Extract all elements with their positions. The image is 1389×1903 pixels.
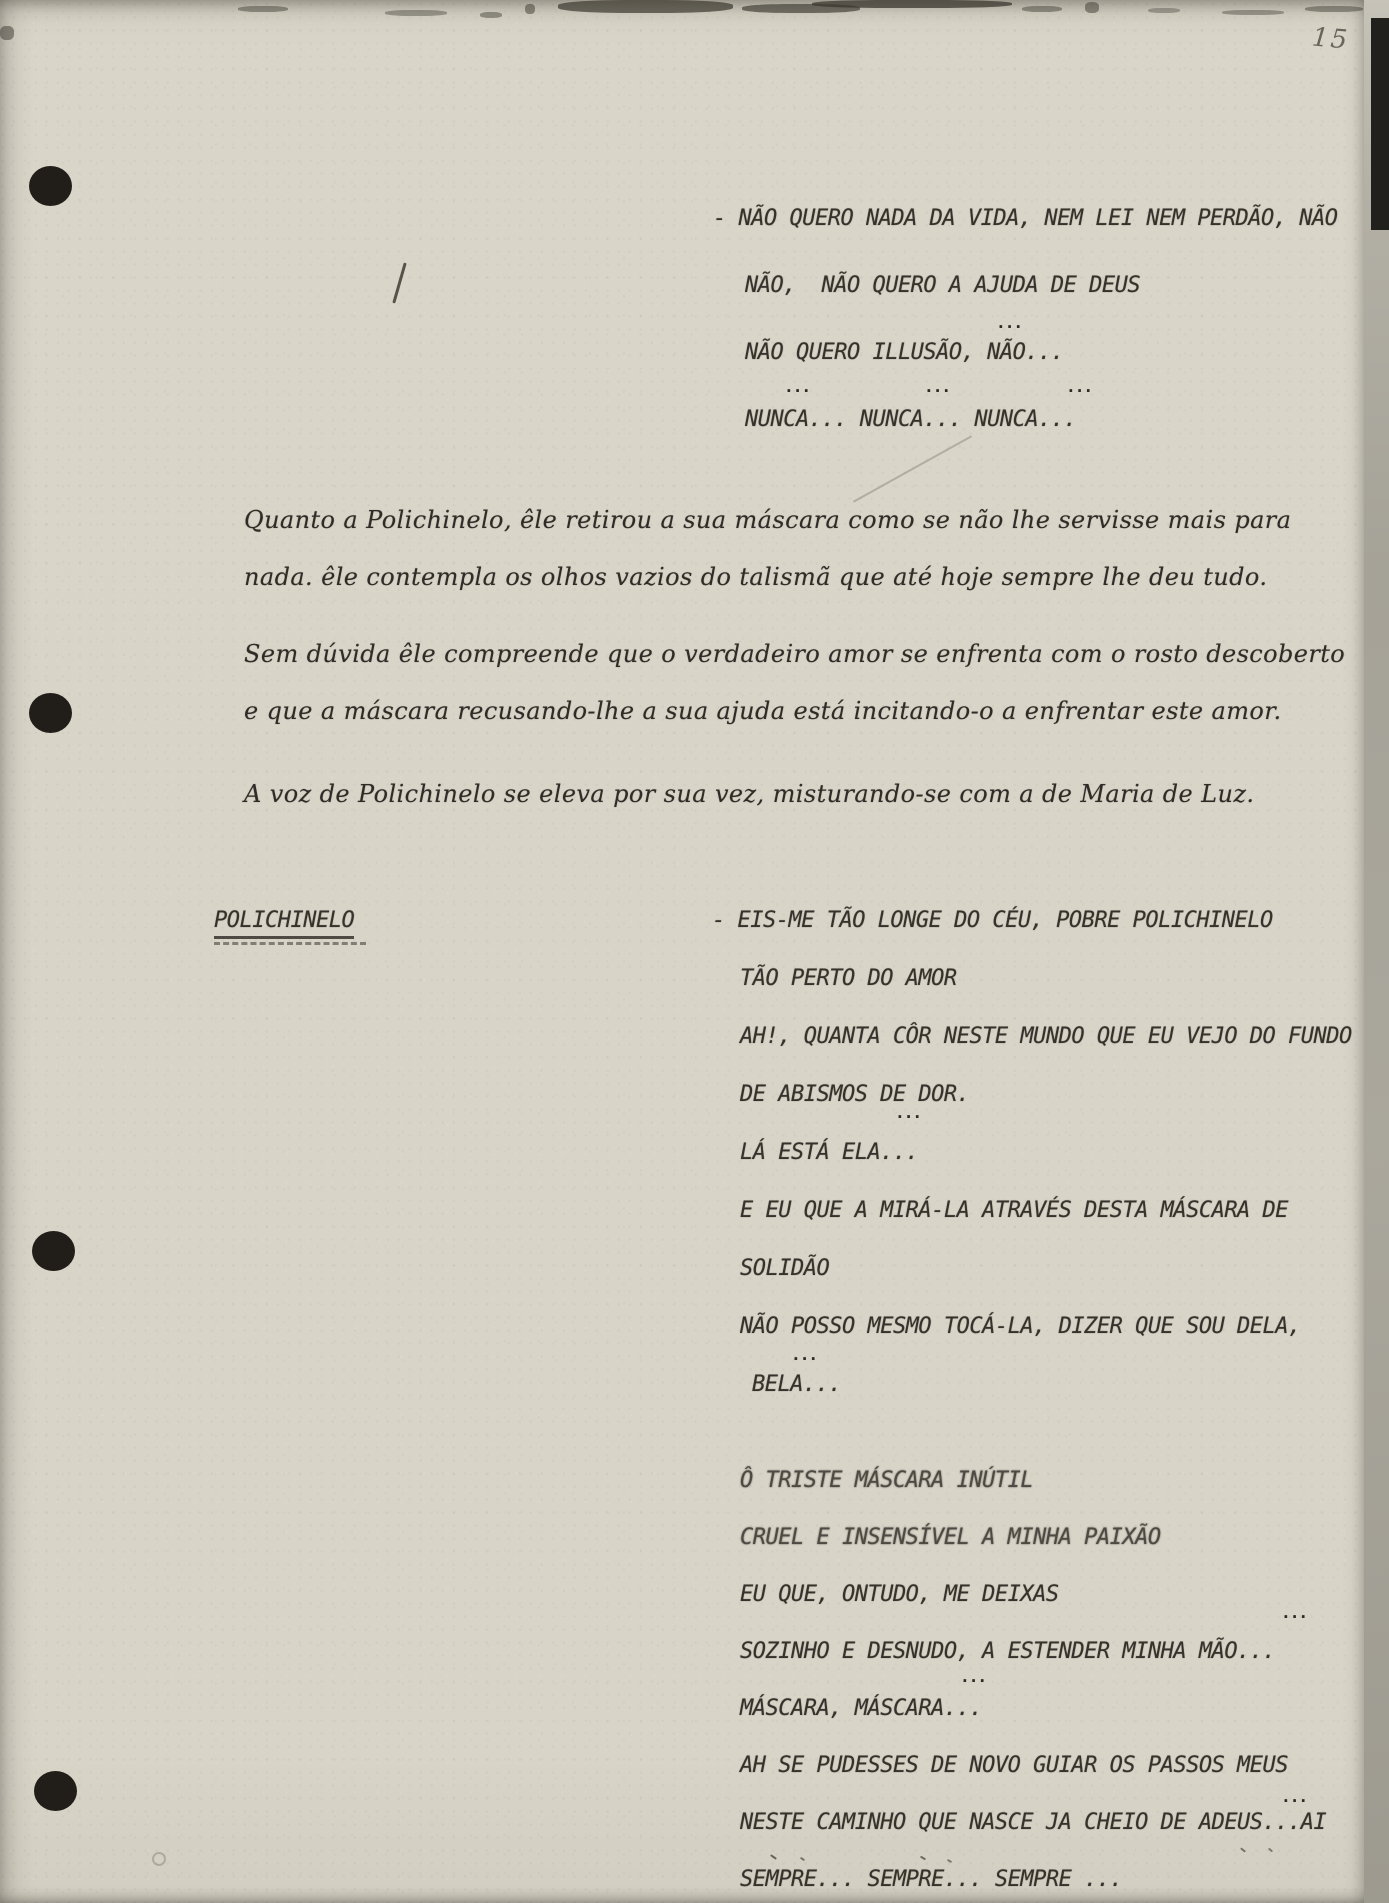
typed-ellipsis-mark: ··· (998, 318, 1025, 336)
verse-line: LÁ ESTÁ ELA... (740, 1140, 919, 1165)
stage-direction-paragraph-1 (244, 506, 1291, 620)
top-streaks-mark (0, 26, 14, 40)
typed-ellipsis-mark: ··· (962, 1672, 989, 1690)
verse-line: NESTE CAMINHO QUE NASCE JA CHEIO DE ADEUS...AI (740, 1810, 1327, 1835)
verse-line: NÃO POSSO MESMO TOCÁ-LA, DIZER QUE SOU DELA, (740, 1314, 1301, 1339)
top-streaks-mark (558, 0, 733, 13)
pen-marks-mark (392, 262, 406, 303)
speaker-name: POLICHINELO (214, 908, 354, 939)
typed-ellipsis-mark: ··· (1068, 382, 1095, 400)
scanner-background (1362, 0, 1389, 1903)
verse-line: EU QUE, ONTUDO, ME DEIXAS (740, 1582, 1059, 1607)
top-streaks-mark (480, 12, 502, 18)
stage-direction-paragraph-3 (244, 780, 1254, 837)
top-streaks-mark (812, 0, 1012, 8)
top-streaks-mark (1148, 8, 1180, 13)
punch-hole (34, 1771, 77, 1811)
script-line: Sem dúvida êle compreende que o verdadeiro amor se enfrenta com o rosto descoberto (244, 640, 1346, 668)
top-streaks-mark (1305, 6, 1363, 12)
punch-hole (29, 693, 72, 733)
verse-line: Ô TRISTE MÁSCARA INÚTIL (740, 1468, 1034, 1493)
verse-line: DE ABISMOS DE DOR. (740, 1082, 970, 1107)
verse-line: TÃO PERTO DO AMOR (740, 966, 957, 991)
verse-line: NUNCA... NUNCA... NUNCA... (745, 407, 1077, 432)
verse-line: NÃO QUERO ILLUSÃO, NÃO... (745, 340, 1064, 365)
typed-ellipsis-mark: ··· (926, 382, 953, 400)
scan-edge-black-mark (1371, 18, 1389, 230)
stage-direction-paragraph-2 (244, 640, 1345, 754)
verse-line: - EIS-ME TÃO LONGE DO CÉU, POBRE POLICHINELO (712, 908, 1273, 933)
ring-mark (152, 1852, 166, 1866)
verse-line: MÁSCARA, MÁSCARA... (740, 1696, 983, 1721)
top-streaks-mark (385, 10, 447, 16)
verse-line: AH SE PUDESSES DE NOVO GUIAR OS PASSOS MEUS (740, 1753, 1289, 1778)
verse-line: CRUEL E INSENSÍVEL A MINHA PAIXÃO (740, 1525, 1161, 1550)
verse-line: SOZINHO E DESNUDO, A ESTENDER MINHA MÃO... (740, 1639, 1276, 1664)
speaker-heading (214, 908, 366, 945)
script-line: A voz de Polichinelo se eleva por sua vez, misturando-se com a de Maria de Luz. (244, 780, 1255, 808)
verse-line: SEMPRE... SEMPRE... SEMPRE ... (740, 1867, 1123, 1892)
verse-line: SOLIDÃO (740, 1256, 830, 1281)
top-streaks-mark (1085, 2, 1099, 13)
typed-ellipsis-mark: ··· (793, 1350, 820, 1368)
verse-line: AH!, QUANTA CÔR NESTE MUNDO QUE EU VEJO DO FUNDO (740, 1024, 1352, 1049)
verse-line: NÃO, NÃO QUERO A AJUDA DE DEUS (745, 273, 1141, 298)
punch-hole (29, 166, 72, 206)
verse-line: BELA... (752, 1372, 842, 1397)
top-streaks-mark (1222, 10, 1284, 15)
script-line: Quanto a Polichinelo, êle retirou a sua máscara como se não lhe servisse mais para (244, 506, 1292, 534)
top-streaks-mark (1022, 6, 1062, 12)
punch-hole (32, 1231, 75, 1271)
verse-line: E EU QUE A MIRÁ-LA ATRAVÉS DESTA MÁSCARA DE (740, 1198, 1289, 1223)
top-streaks-mark (525, 4, 535, 14)
polichinelo-verse-continued (712, 1468, 1326, 1903)
typed-ellipsis-mark: ··· (786, 382, 813, 400)
typed-ellipsis-mark: ··· (897, 1108, 924, 1126)
typed-ellipsis-mark: ··· (1283, 1608, 1310, 1626)
top-streaks-mark (238, 6, 288, 12)
script-line: nada. êle contempla os olhos vazios do talismã que até hoje sempre lhe deu tudo. (244, 563, 1268, 591)
opening-verse (713, 206, 1338, 474)
typed-ellipsis-mark: ··· (1283, 1792, 1310, 1810)
script-line: e que a máscara recusando-lhe a sua ajuda está incitando-o a enfrentar este amor. (244, 697, 1282, 725)
speaker-underline (214, 942, 366, 945)
verse-line: - NÃO QUERO NADA DA VIDA, NEM LEI NEM PERDÃO, NÃO (713, 206, 1338, 231)
page-number: 15 (1310, 22, 1351, 56)
